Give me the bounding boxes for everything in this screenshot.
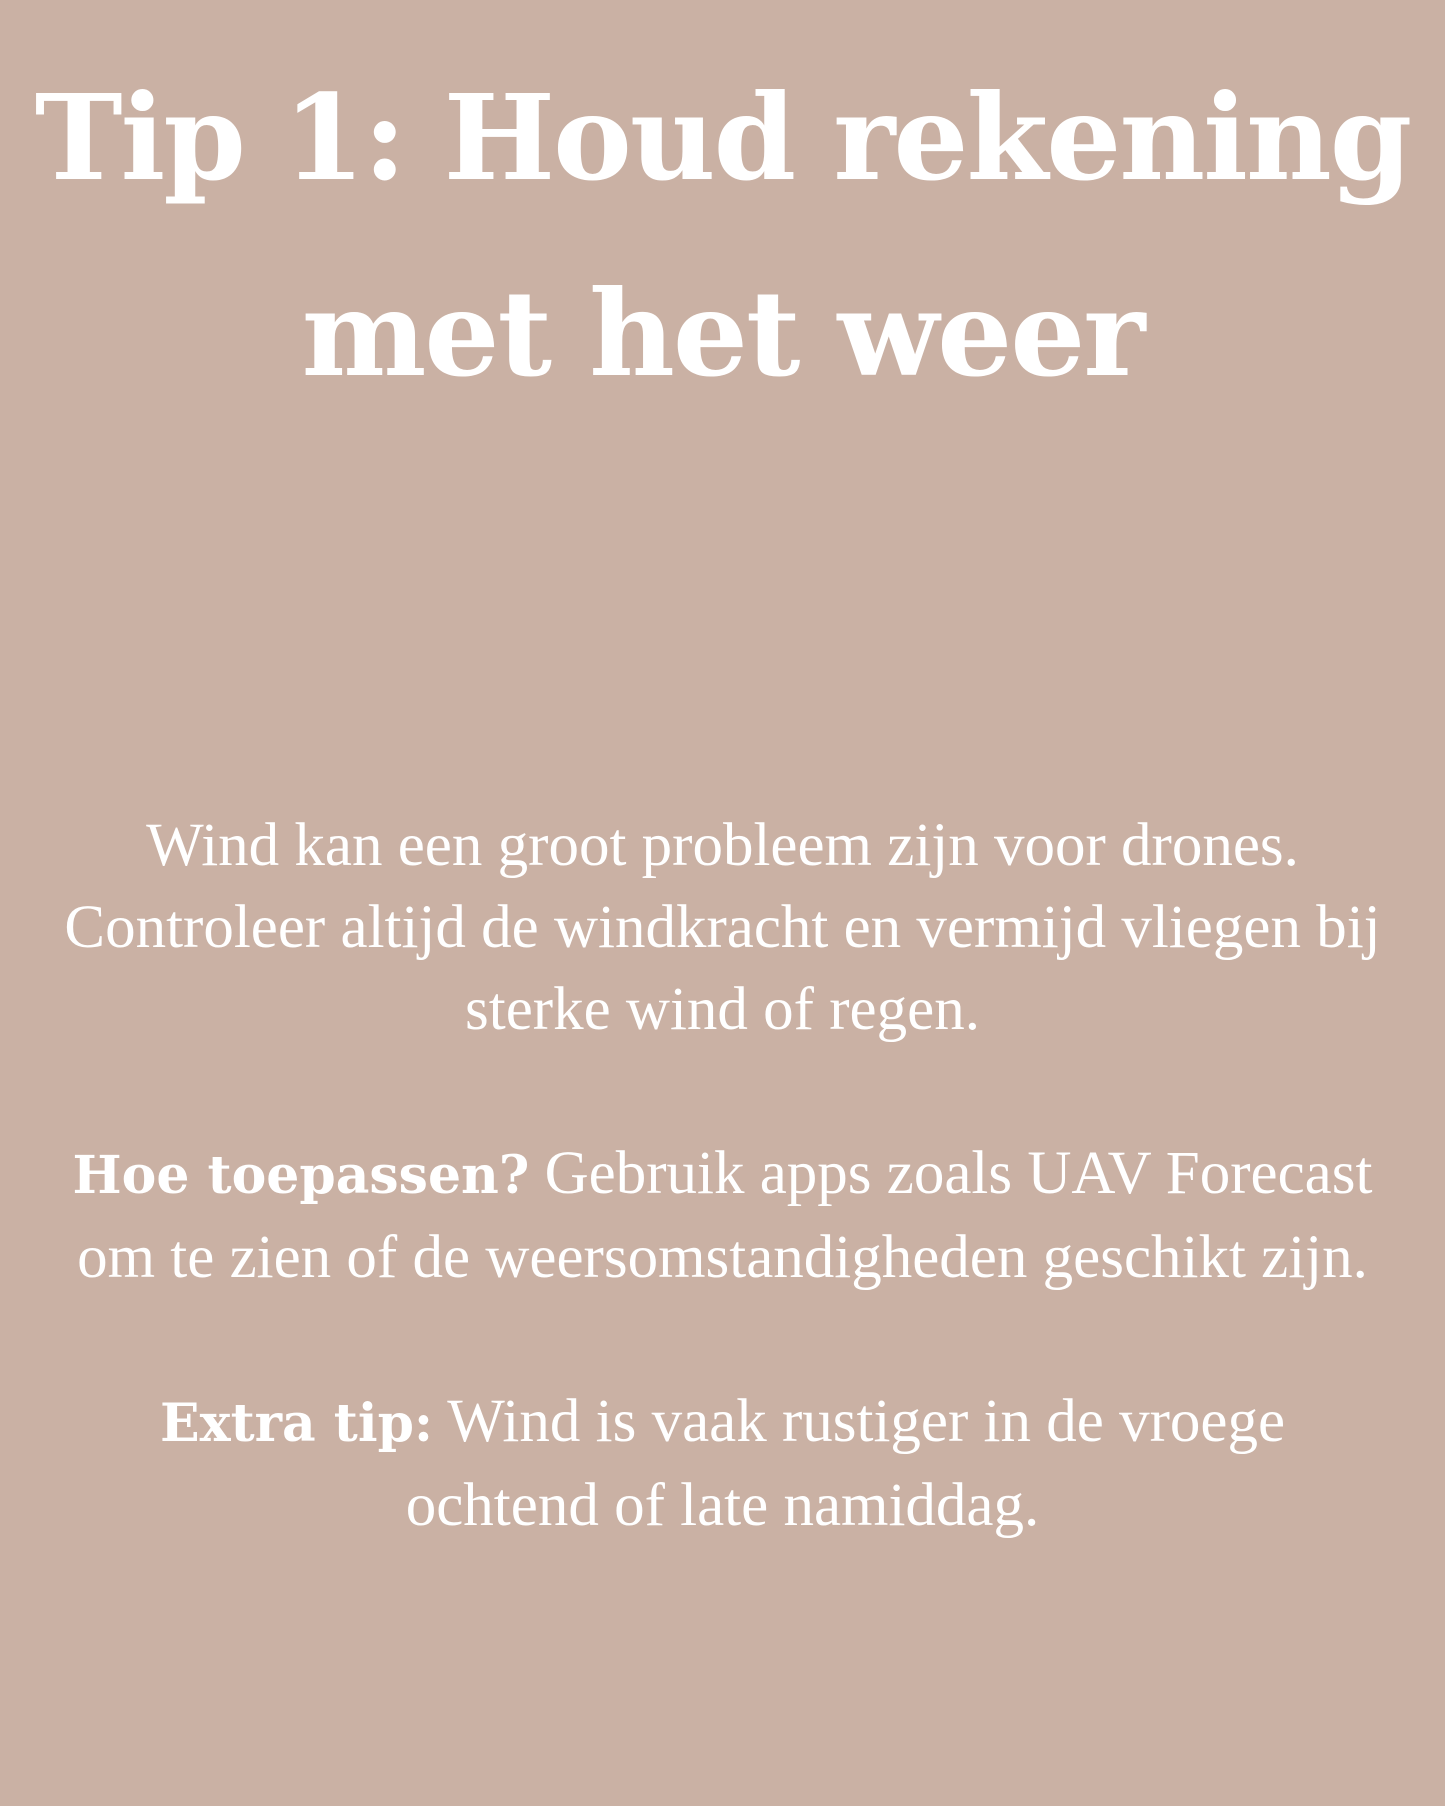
how-to-text: Gebruik apps zoals UAV Forecast om te zien of de weersomstandigheden geschikt zijn. [77,1140,1373,1291]
tip-body [60,805,1385,1547]
page-title [0,40,1445,432]
title-line-2: met het weer [301,264,1144,403]
extra-tip-text: Wind is vaak rustiger in de vroege ochtend of late namiddag. [405,1388,1286,1539]
how-to-paragraph [60,1133,1385,1299]
intro-paragraph: Wind kan een groot probleem zijn voor drones. Controleer altijd de windkracht en vermijd vliegen bij sterke wind of regen. [64,812,1381,1043]
how-to-label: Hoe toepassen? [72,1145,530,1206]
title-line-1: Tip 1: Houd rekening [34,68,1411,207]
extra-tip-paragraph [60,1381,1385,1547]
extra-tip-label: Extra tip: [159,1393,434,1454]
